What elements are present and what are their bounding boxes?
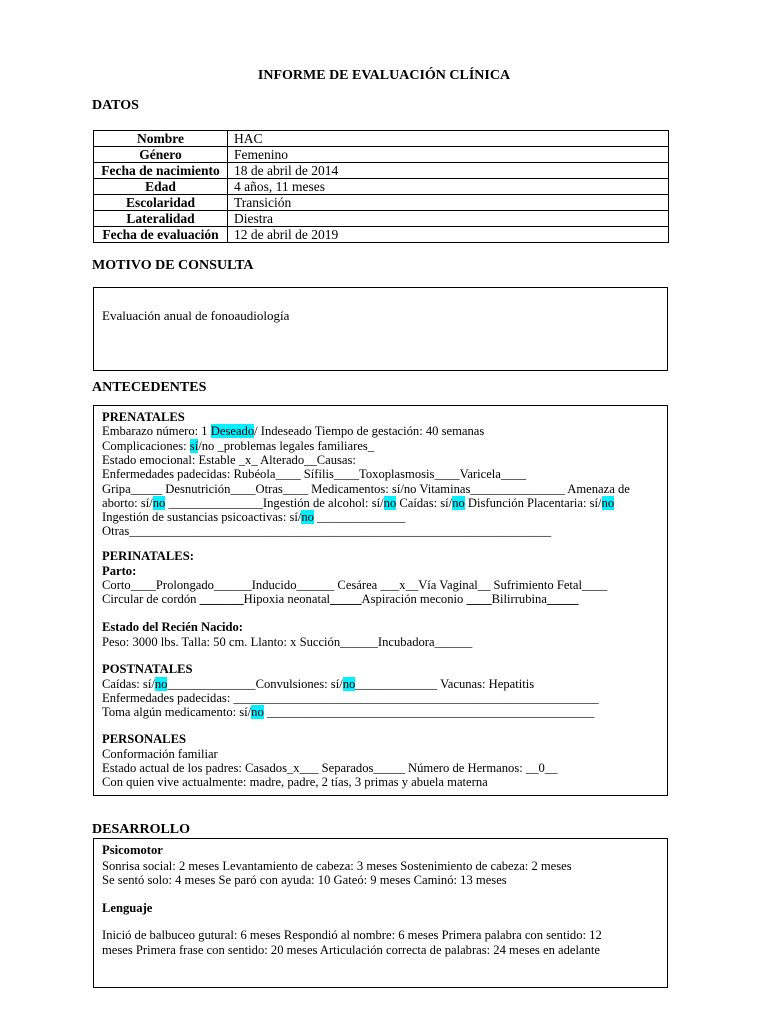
datos-value: Transición	[228, 195, 669, 211]
postnatales-heading: POSTNATALES	[102, 662, 193, 676]
datos-label: Nombre	[94, 131, 228, 147]
text-fragment: aborto: sí/	[102, 496, 153, 510]
lenguaje-line: Inició de balbuceo gutural: 6 meses Respondió al nombre: 6 meses Primera palabra con sentido: 12	[102, 928, 602, 942]
parto-heading: Parto:	[102, 564, 137, 578]
postnatal-line	[102, 677, 534, 692]
psicomotor-heading: Psicomotor	[102, 843, 163, 857]
prenatal-line	[102, 424, 484, 439]
text-fragment: Disfunción Placentaria: sí/	[464, 496, 602, 510]
personales-heading: PERSONALES	[102, 732, 186, 746]
personal-line: Conformación familiar	[102, 747, 218, 761]
table-row	[94, 227, 669, 243]
perinatal-line: Peso: 3000 lbs. Talla: 50 cm. Llanto: x Succión______Incubadora______	[102, 635, 473, 649]
table-row	[94, 163, 669, 179]
text-fragment: no	[452, 496, 465, 510]
text-fragment: Bilirrubina	[491, 592, 547, 606]
perinatales-heading: PERINATALES:	[102, 549, 194, 563]
datos-label: Lateralidad	[94, 211, 228, 227]
datos-value: HAC	[228, 131, 669, 147]
text-fragment: no	[601, 496, 615, 510]
table-row	[94, 179, 669, 195]
text-fragment: Circular de cordón	[102, 592, 200, 606]
desarrollo-box	[93, 838, 668, 988]
datos-label: Edad	[94, 179, 228, 195]
text-fragment: /no _problemas legales familiares_	[198, 439, 375, 453]
text-fragment: no	[342, 677, 356, 691]
prenatal-line	[102, 496, 614, 511]
text-fragment: _____________ Vacunas: Hepatitis	[355, 677, 535, 691]
section-datos-heading: DATOS	[92, 98, 139, 113]
text-fragment: _______	[199, 592, 244, 606]
table-row	[94, 147, 669, 163]
datos-label: Fecha de evaluación	[94, 227, 228, 243]
prenatal-line	[102, 439, 374, 454]
text-fragment: Caídas: sí/	[102, 677, 155, 691]
text-fragment: _______________Ingestión de alcohol: sí/	[165, 496, 384, 510]
prenatal-line: Otras___________________________________________________________________	[102, 524, 552, 538]
postnatal-line: Enfermedades padecidas: __________________________________________________________	[102, 691, 599, 705]
datos-value: 18 de abril de 2014	[228, 163, 669, 179]
prenatal-line	[102, 510, 405, 525]
text-fragment: Toma algún medicamento: sí/	[102, 705, 252, 719]
psicomotor-line: Sonrisa social: 2 meses Levantamiento de cabeza: 3 meses Sostenimiento de cabeza: 2 meses	[102, 859, 572, 873]
perinatal-line: Corto____Prolongado______Inducido______ Cesárea ___x__Vía Vaginal__ Sufrimiento Fetal____	[102, 578, 608, 592]
table-row	[94, 211, 669, 227]
motivo-text: Evaluación anual de fonoaudiología	[102, 308, 290, 323]
text-fragment: no	[154, 677, 168, 691]
section-antecedentes-heading: ANTECEDENTES	[92, 380, 207, 395]
personal-line: Con quien vive actualmente: madre, padre, 2 tías, 3 primas y abuela materna	[102, 775, 488, 789]
motivo-box	[93, 287, 668, 371]
datos-label: Fecha de nacimiento	[94, 163, 228, 179]
section-motivo-heading: MOTIVO DE CONSULTA	[92, 258, 254, 273]
text-fragment: Ingestión de sustancias psicoactivas: sí/	[102, 510, 302, 524]
datos-value: 4 años, 11 meses	[228, 179, 669, 195]
page-title: INFORME DE EVALUACIÓN CLÍNICA	[257, 68, 511, 83]
datos-value: Femenino	[228, 147, 669, 163]
text-fragment: _____	[546, 592, 579, 606]
table-row	[94, 131, 669, 147]
datos-label: Género	[94, 147, 228, 163]
text-fragment: _____	[330, 592, 362, 606]
text-fragment: no	[251, 705, 264, 719]
text-fragment: no	[301, 510, 314, 524]
datos-table	[93, 130, 669, 243]
prenatal-line: Gripa_____ Desnutrición____Otras____ Medicamentos: sí/no Vitaminas_______________ Amenaza de	[102, 482, 630, 496]
datos-value: Diestra	[228, 211, 669, 227]
text-fragment: no	[383, 496, 397, 510]
datos-label: Escolaridad	[94, 195, 228, 211]
text-fragment: ____	[466, 592, 492, 606]
text-fragment: ______________	[313, 510, 406, 524]
recien-nacido-heading: Estado del Recién Nacido:	[102, 620, 243, 634]
postnatal-line	[102, 705, 594, 720]
text-fragment: no	[152, 496, 166, 510]
antecedentes-box	[93, 405, 668, 796]
perinatal-line	[102, 592, 578, 607]
lenguaje-heading: Lenguaje	[102, 901, 153, 915]
text-fragment: Deseado	[210, 424, 255, 438]
section-desarrollo-heading: DESARROLLO	[92, 822, 191, 837]
prenatal-line: Estado emocional: Estable _x_ Alterado__Causas:	[102, 453, 356, 467]
text-fragment: Complicaciones:	[102, 439, 190, 453]
lenguaje-line: meses Primera frase con sentido: 20 meses Articulación correcta de palabras: 24 meses en adelante	[102, 943, 600, 957]
text-fragment: ______________Convulsiones: sí/	[167, 677, 343, 691]
personal-line: Estado actual de los padres: Casados_x___ Separados_____ Número de Hermanos: __0__	[102, 761, 558, 775]
text-fragment: Embarazo número: 1	[102, 424, 211, 438]
text-fragment: Caídas: sí/	[396, 496, 453, 510]
text-fragment: Aspiración meconio	[361, 592, 467, 606]
text-fragment: ____________________________________________________	[263, 705, 595, 719]
datos-value: 12 de abril de 2019	[228, 227, 669, 243]
text-fragment: Hipoxia neonatal	[243, 592, 331, 606]
prenatales-heading: PRENATALES	[102, 410, 185, 424]
psicomotor-line: Se sentó solo: 4 meses Se paró con ayuda: 10 Gateó: 9 meses Caminó: 13 meses	[102, 873, 507, 887]
table-row	[94, 195, 669, 211]
text-fragment: / Indeseado Tiempo de gestación: 40 semanas	[254, 424, 485, 438]
prenatal-line: Enfermedades padecidas: Rubéola____ Sífilis____Toxoplasmosis____Varicela____	[102, 467, 527, 481]
text-fragment: sí	[189, 439, 199, 453]
